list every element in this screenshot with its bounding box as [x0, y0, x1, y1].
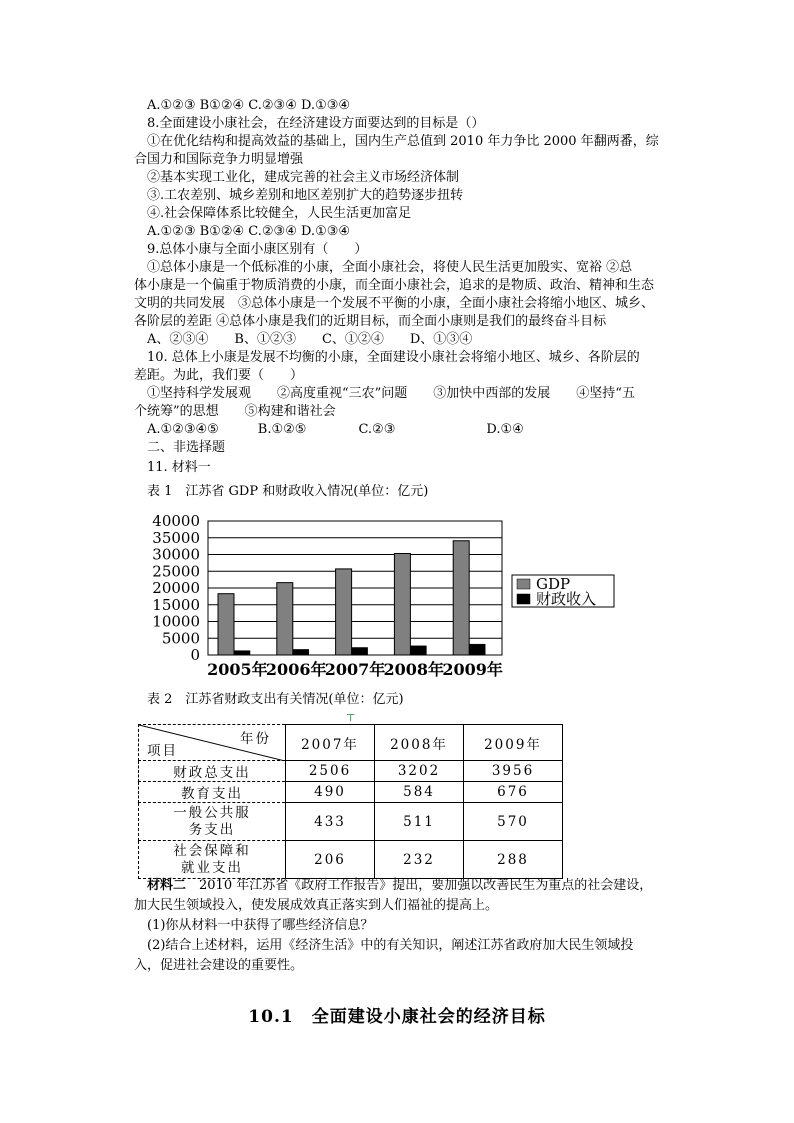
y-tick-label: 35000 — [152, 528, 200, 547]
q8-item-1: ①在优化结构和提高效益的基础上，国内生产总值到 2010 年力争比 2000 年翻两番，综 — [147, 134, 659, 149]
bar-fiscal-revenue — [234, 651, 250, 655]
material-2 — [147, 877, 652, 895]
legend-label: 财政收入 — [536, 590, 597, 608]
x-tick-label: 2008年 — [383, 660, 445, 679]
table-cell: 570 — [464, 803, 563, 841]
q10-options: A.①②③④⑤ B.①②⑤ C.②③ D.①④ — [147, 422, 524, 437]
table-cell: 3202 — [375, 761, 464, 782]
q8-item-2: ②基本实现工业化，建成完善的社会主义市场经济体制 — [147, 170, 460, 185]
header-year-label: 年份 — [240, 731, 271, 747]
q8-stem: 8.全面建设小康社会，在经济建设方面要达到的目标是（） — [147, 116, 485, 131]
q11-sub-2: (2)结合上述材料，运用《经济生活》中的有关知识，阐述江苏省政府加大民生领域投 — [147, 938, 634, 953]
q7-options: A.①②③ B①②④ C.②③④ D.①③④ — [147, 98, 351, 113]
table-cell: 433 — [286, 803, 375, 841]
row-label — [139, 841, 286, 879]
x-tick-label: 2005年 — [207, 660, 268, 679]
table-cell: 490 — [286, 782, 375, 803]
q9-options: A、②③④ B、①②③ C、①②④ D、①③④ — [147, 332, 473, 347]
y-tick-label: 10000 — [152, 612, 200, 631]
fiscal-expenditure-table — [138, 724, 563, 879]
bar-fiscal-revenue — [410, 646, 426, 655]
q8-item-3: ③.工农差别、城乡差别和地区差别扩大的趋势逐步扭转 — [147, 188, 464, 203]
row-label — [139, 803, 286, 841]
y-tick-label: 25000 — [152, 562, 200, 581]
bar-gdp — [336, 569, 352, 655]
table-cell: 288 — [464, 841, 563, 879]
legend-label: GDP — [536, 575, 571, 593]
bar-gdp — [277, 583, 293, 655]
year-header: 2009年 — [464, 725, 563, 761]
gdp-bar-chart — [140, 505, 620, 685]
q9-body-4: 各阶层的差距 ④总体小康是我们的近期目标，而全面小康则是我们的最终奋斗目标 — [134, 314, 607, 329]
bar-gdp — [453, 541, 469, 655]
y-tick-label: 5000 — [161, 629, 200, 648]
header-item-label: 项目 — [147, 743, 178, 759]
header-diagonal-cell — [139, 725, 286, 761]
table-cell: 2506 — [286, 761, 375, 782]
bar-fiscal-revenue — [352, 647, 368, 655]
year-header: 2008年 — [375, 725, 464, 761]
y-tick-label: 40000 — [152, 512, 200, 530]
q10-stem: 10. 总体上小康是发展不均衡的小康，全面建设小康社会将缩小地区、城乡、各阶层的 — [147, 350, 640, 365]
table-cell: 676 — [464, 782, 563, 803]
x-tick-label: 2007年 — [324, 660, 386, 679]
q11-material-1: 11. 材料一 — [147, 460, 211, 475]
table-cell: 206 — [286, 841, 375, 879]
year-header: 2007年 — [286, 725, 375, 761]
q11-sub-2-cont: 入，促进社会建设的重要性。 — [134, 958, 304, 973]
section-heading: 二、非选择题 — [147, 440, 226, 455]
table-cell: 232 — [375, 841, 464, 879]
legend-swatch — [517, 579, 530, 589]
bar-gdp — [394, 553, 410, 655]
y-tick-label: 15000 — [152, 595, 200, 614]
row-label: 教育支出 — [139, 782, 286, 803]
y-tick-label: 0 — [190, 646, 200, 664]
q8-options: A.①②③ B①②④ C.②③④ D.①③④ — [147, 224, 351, 239]
x-tick-label: 2009年 — [442, 660, 503, 679]
material-2-text: 2010 年江苏省《政府工作报告》提出，要加强以改善民生为重点的社会建设， — [186, 878, 653, 893]
table-cell: 3956 — [464, 761, 563, 782]
q9-body-1: ①总体小康是一个低标准的小康，全面小康社会，将使人民生活更加殷实、宽裕 ②总 — [147, 260, 633, 275]
row-label: 财政总支出 — [139, 761, 286, 782]
y-tick-label: 30000 — [152, 545, 200, 564]
row-label-line: 一般公共服 — [173, 804, 251, 821]
q10-stem-cont: 差距。为此，我们要（ ） — [134, 368, 304, 383]
q8-item-4: ④.社会保障体系比较健全，人民生活更加富足 — [147, 206, 412, 221]
row-label-line: 社会保障和 — [173, 842, 251, 859]
material-2-label: 材料二 — [147, 878, 187, 893]
q9-stem: 9.总体小康与全面小康区别有（ ） — [147, 242, 368, 257]
q10-items: ①坚持科学发展观 ②高度重视“三农”问题 ③加快中西部的发展 ④坚持“五 — [147, 386, 635, 401]
row-label-line: 就业支出 — [181, 859, 243, 876]
x-tick-label: 2006年 — [265, 660, 327, 679]
y-tick-label: 20000 — [152, 579, 200, 597]
material-2-cont: 加大民生领域投入，使发展成效真正落实到人们福祉的提高上。 — [134, 898, 499, 913]
q9-body-3: 文明的共同发展 ③总体小康是一个发展不平衡的小康，全面小康社会将缩小地区、城乡、 — [134, 296, 655, 311]
table1-caption: 表 1 江苏省 GDP 和财政收入情况(单位：亿元) — [147, 484, 429, 499]
q8-item-1-cont: 合国力和国际竞争力明显增强 — [134, 152, 304, 167]
row-label-line: 务支出 — [188, 821, 236, 838]
legend-swatch — [517, 594, 530, 604]
bar-fiscal-revenue — [469, 644, 485, 655]
bar-fiscal-revenue — [293, 649, 309, 655]
table-anchor-marker: ⊤ — [346, 713, 356, 724]
table-cell: 584 — [375, 782, 464, 803]
q10-items-cont: 个统筹”的思想 ⑤构建和谐社会 — [134, 404, 336, 419]
bar-gdp — [218, 594, 234, 655]
q11-sub-1: (1)你从材料一中获得了哪些经济信息？ — [147, 918, 374, 933]
table-cell: 511 — [375, 803, 464, 841]
section-title: 10.1 全面建设小康社会的经济目标 — [248, 1007, 546, 1027]
q9-body-2: 体小康是一个偏重于物质消费的小康，而全面小康社会，追求的是物质、政治、精神和生态 — [134, 278, 655, 293]
table2-caption: 表 2 江苏省财政支出有关情况(单位：亿元) — [147, 692, 404, 707]
